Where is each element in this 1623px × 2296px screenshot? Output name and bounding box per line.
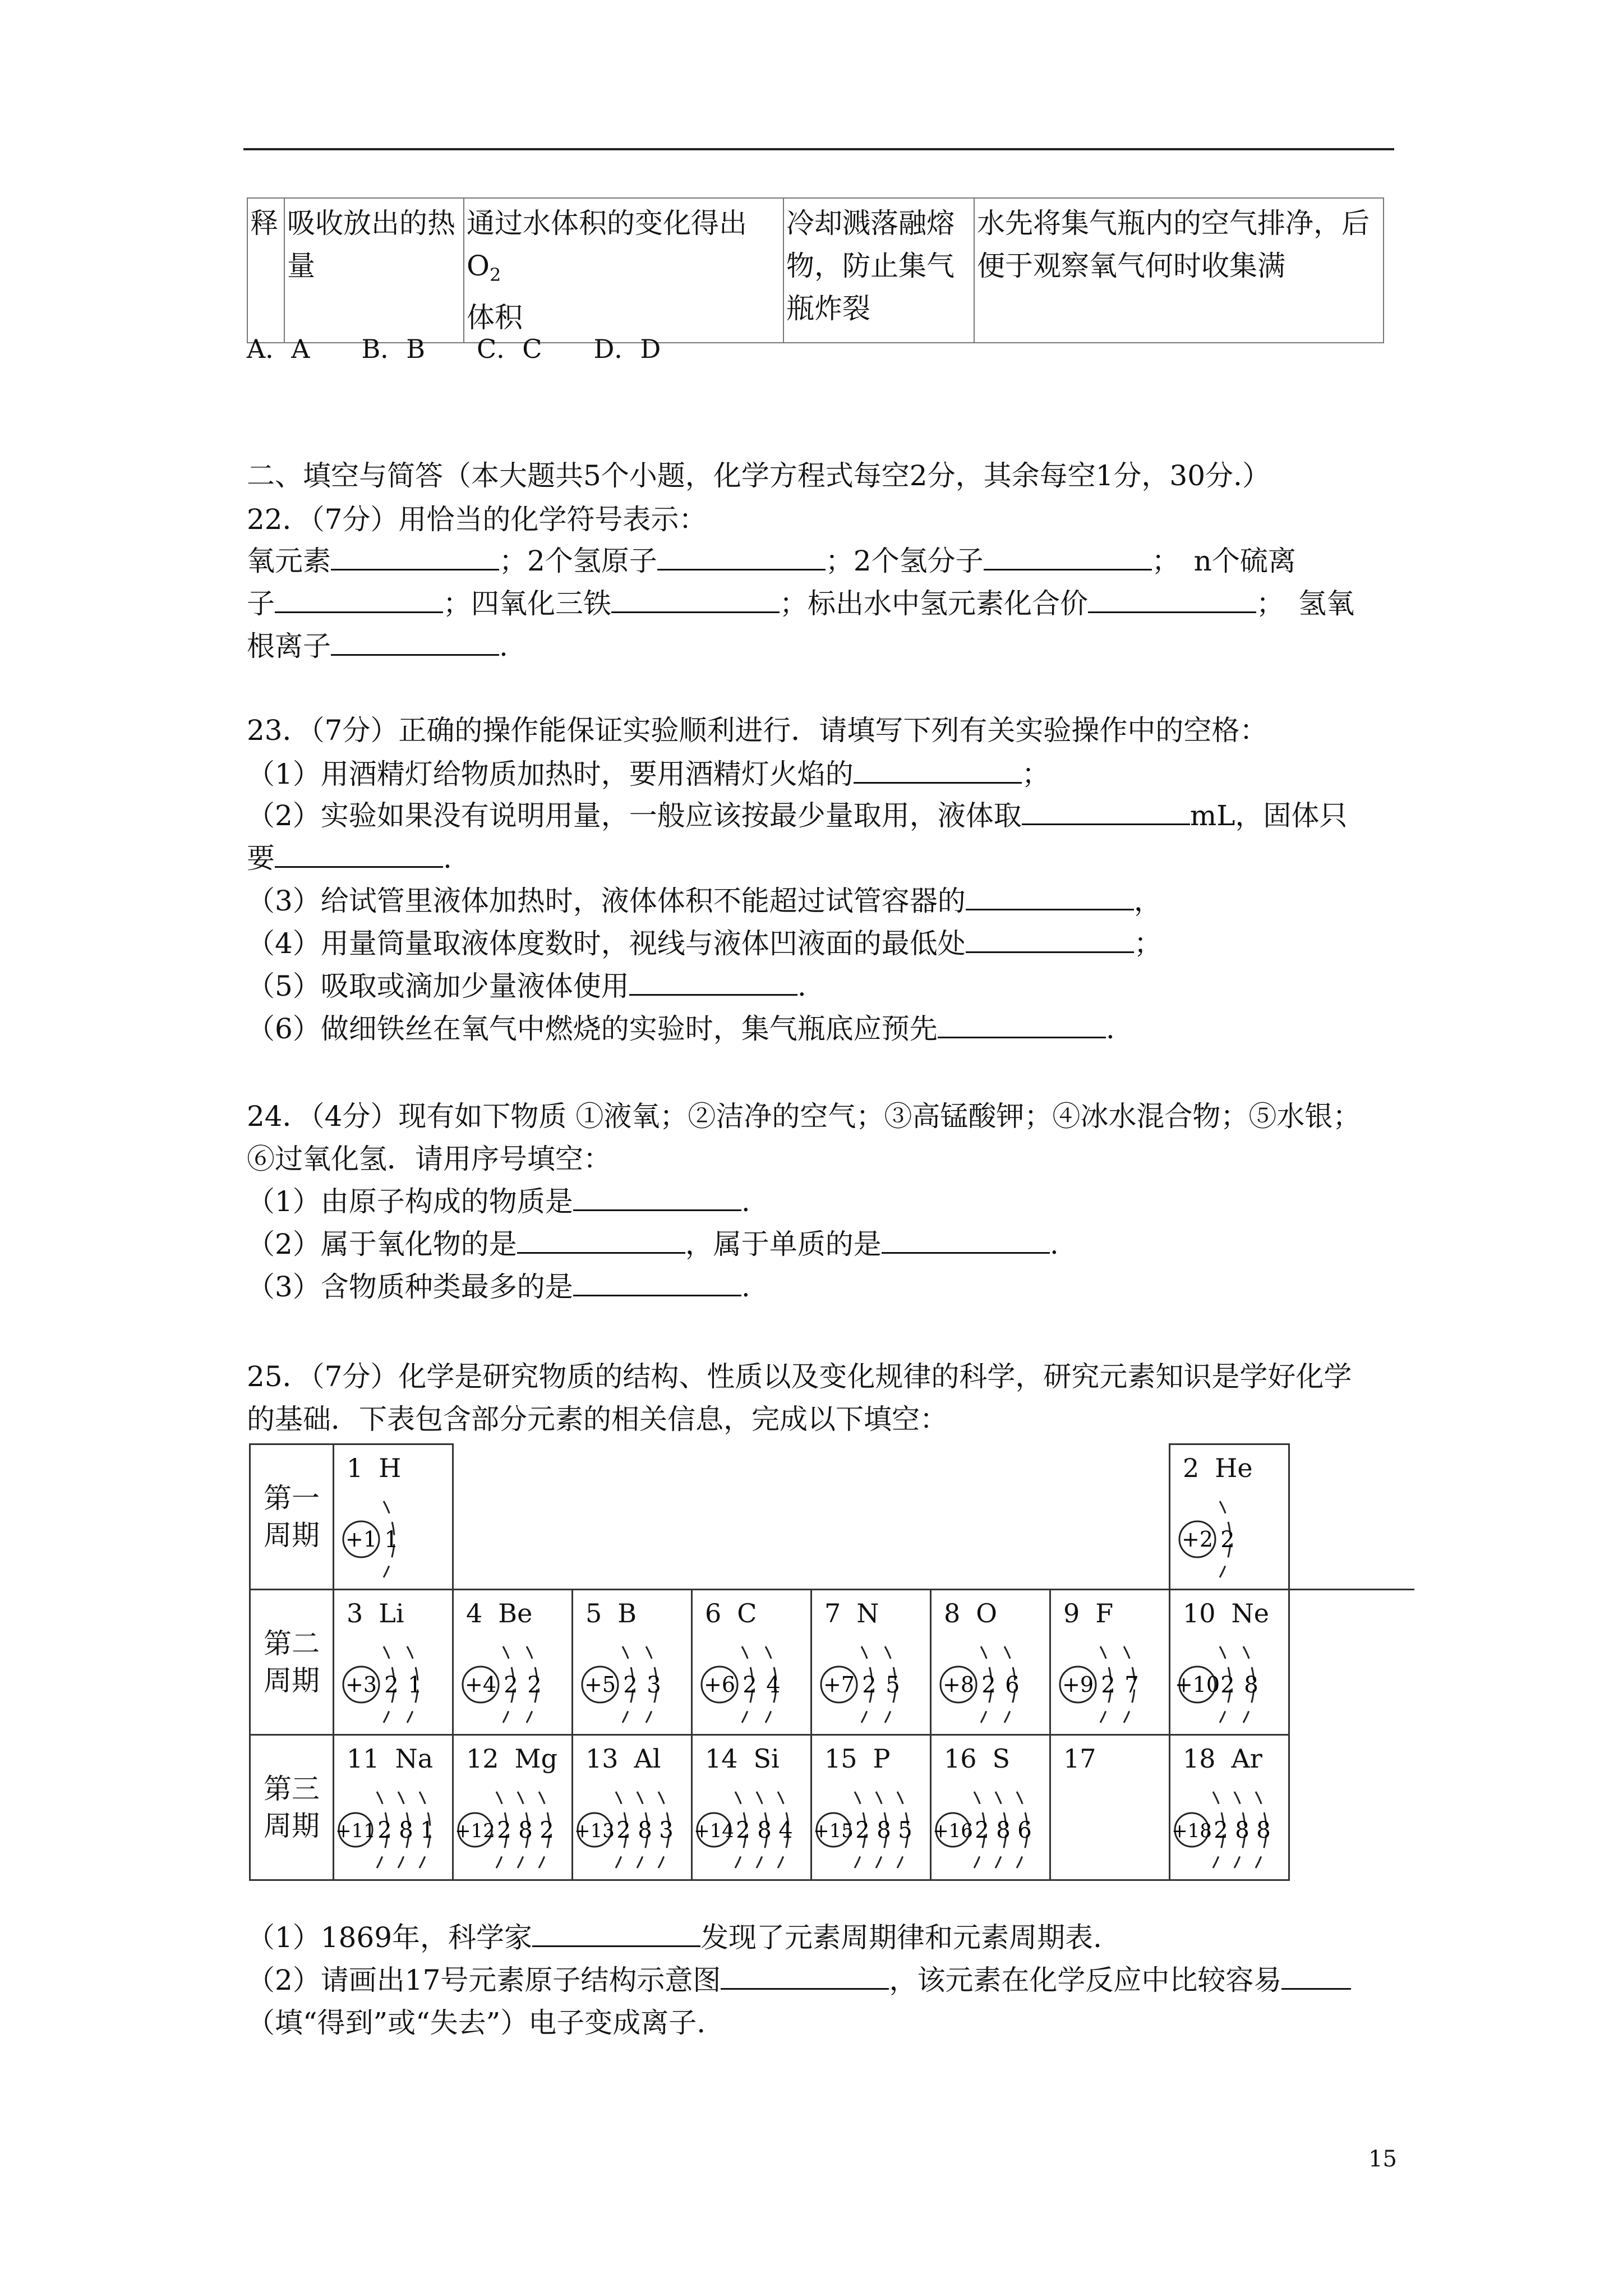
atomic-number: 9	[1063, 1598, 1080, 1628]
element-cell-Li	[333, 1589, 454, 1736]
element-symbol: Ne	[1231, 1598, 1270, 1628]
atomic-structure-diagram	[573, 1590, 691, 1731]
atomic-structure-diagram	[1170, 1590, 1288, 1731]
q24-part3	[247, 1270, 750, 1304]
element-symbol: He	[1215, 1453, 1253, 1483]
nuclear-charge: +1	[345, 1527, 377, 1552]
text: （2）属于氧化物的是	[247, 1228, 517, 1260]
atomic-structure-diagram	[454, 1590, 571, 1731]
q24-title: 24．（4分）现有如下物质 ①液氧；②洁净的空气；③高锰酸钾；④冰水混合物；⑤水银；	[247, 1100, 1361, 1133]
text: ；2个氢分子	[825, 545, 984, 577]
atomic-number: 17	[1063, 1743, 1096, 1774]
shell-electron-count: 2	[504, 1672, 518, 1698]
period-label-1	[249, 1443, 334, 1590]
text: 子	[247, 587, 275, 620]
q25-title-cont: 的基础．下表包含部分元素的相关信息，完成以下填空：	[247, 1403, 948, 1435]
period-text: 第一周期	[264, 1482, 320, 1552]
atomic-number: 2	[1183, 1453, 1200, 1483]
shell-electron-count: 8	[877, 1818, 891, 1843]
text: mL，固体只	[1189, 799, 1348, 832]
shell-electron-count: 8	[996, 1818, 1011, 1843]
atomic-structure-diagram	[693, 1736, 810, 1876]
answer-blank[interactable]	[611, 587, 780, 613]
element-header	[1063, 1743, 1096, 1774]
element-symbol: F	[1095, 1598, 1114, 1628]
text: .	[741, 1271, 750, 1303]
nuclear-charge: +18	[1172, 1820, 1212, 1842]
element-cell-S	[930, 1734, 1051, 1881]
shell-electron-count: 8	[399, 1818, 413, 1843]
q23-title: 23．（7分）正确的操作能保证实验顺利进行．请填写下列有关实验操作中的空格：	[247, 714, 1268, 747]
text: .	[1105, 1013, 1115, 1045]
element-symbol: P	[873, 1743, 891, 1774]
element-cell-H	[333, 1443, 454, 1590]
element-symbol: Mg	[514, 1743, 558, 1774]
text: （5）吸取或滴加少量液体使用	[247, 970, 629, 1002]
atomic-structure-diagram	[693, 1590, 810, 1731]
q25-part2	[247, 1963, 1351, 1997]
cell-text: 体积	[467, 301, 523, 334]
element-cell-B	[571, 1589, 693, 1736]
text: （4）用量筒量取液体度数时，视线与液体凹液面的最低处	[247, 927, 966, 960]
atomic-structure-diagram	[812, 1590, 930, 1731]
q23-part4	[247, 927, 1162, 960]
answer-blank[interactable]	[573, 1185, 741, 1211]
shell-electron-count: 3	[659, 1818, 674, 1843]
answer-blank[interactable]	[1022, 799, 1190, 825]
element-symbol: Na	[395, 1743, 434, 1774]
period-label-2	[249, 1589, 334, 1736]
shell-electron-count: 1	[384, 1527, 399, 1553]
table-cell: 吸收放出的热量	[284, 198, 464, 343]
atomic-number: 13	[585, 1743, 619, 1774]
section-heading: 二、填空与简答（本大题共5个小题，化学方程式每空2分，其余每空1分，30分.）	[247, 459, 1270, 492]
table-cell	[464, 198, 783, 343]
atomic-structure-diagram	[573, 1736, 691, 1876]
answer-blank[interactable]	[532, 1921, 700, 1947]
nuclear-charge: +16	[933, 1820, 973, 1842]
q25-title: 25．（7分）化学是研究物质的结构、性质以及变化规律的科学，研究元素知识是学好化学	[247, 1360, 1352, 1393]
q23-part2-cont	[247, 841, 452, 875]
q23-part6	[247, 1012, 1115, 1046]
atomic-number: 3	[347, 1598, 363, 1628]
nuclear-charge: +7	[823, 1672, 855, 1697]
answer-blank[interactable]	[331, 629, 499, 656]
q24-part2	[247, 1227, 1059, 1261]
element-cell-P	[810, 1734, 932, 1881]
shell-electron-count: 1	[408, 1672, 422, 1698]
text: （6）做细铁丝在氧气中燃烧的实验时，集气瓶底应预先	[247, 1013, 938, 1045]
element-symbol: S	[992, 1743, 1011, 1774]
atomic-number: 5	[585, 1598, 602, 1628]
shell-electron-count: 2	[855, 1818, 870, 1843]
atomic-structure-diagram	[1170, 1445, 1288, 1585]
nuclear-charge: +11	[335, 1820, 376, 1842]
shell-electron-count: 2	[981, 1672, 996, 1698]
text: .	[797, 970, 806, 1002]
element-symbol: H	[379, 1453, 402, 1483]
shell-electron-count: 2	[862, 1672, 877, 1698]
answer-blank[interactable]	[854, 757, 1022, 784]
q22-line1	[247, 544, 1296, 578]
element-symbol: N	[856, 1598, 879, 1628]
element-cell-Mg	[452, 1734, 573, 1881]
q22-line3	[247, 629, 508, 663]
text: （1）1869年，科学家	[247, 1921, 533, 1954]
element-symbol: Ar	[1231, 1743, 1262, 1774]
answer-blank[interactable]	[275, 841, 443, 868]
nuclear-charge: +8	[942, 1672, 975, 1697]
element-cell-Ne	[1169, 1589, 1290, 1736]
shell-electron-count: 1	[420, 1818, 435, 1843]
answer-choices: A．A B．B C．C D．D	[247, 334, 661, 364]
shell-electron-count: 5	[898, 1818, 912, 1843]
nuclear-charge: +14	[694, 1820, 734, 1842]
atomic-number: 6	[705, 1598, 722, 1628]
atomic-number: 11	[347, 1743, 380, 1774]
element-cell-Na	[333, 1734, 454, 1881]
text: .	[1049, 1228, 1059, 1260]
shell-electron-count: 6	[1017, 1818, 1032, 1843]
atomic-structure-diagram	[932, 1736, 1049, 1876]
q23-part2	[247, 799, 1347, 832]
shell-electron-count: 2	[736, 1818, 750, 1843]
answer-blank[interactable]	[966, 884, 1134, 910]
q23-part3	[247, 884, 1162, 918]
answer-blank[interactable]	[275, 587, 443, 613]
table-cell: 冷却溅落融熔物，防止集气瓶炸裂	[783, 198, 974, 343]
atomic-number: 8	[944, 1598, 961, 1628]
element-cell-Al	[571, 1734, 693, 1881]
atomic-number: 12	[466, 1743, 499, 1774]
q25-part1	[247, 1921, 1102, 1954]
atomic-number: 14	[705, 1743, 738, 1774]
element-symbol: Li	[379, 1598, 404, 1628]
shell-electron-count: 2	[743, 1672, 757, 1698]
text: 氧元素	[247, 545, 331, 577]
element-cell-O	[930, 1589, 1051, 1736]
q22-title: 22．（7分）用恰当的化学符号表示：	[247, 503, 707, 536]
text: （3）给试管里液体加热时，液体体积不能超过试管容器的	[247, 885, 966, 917]
subscript: 2	[490, 264, 501, 286]
shell-electron-count: 8	[1235, 1818, 1249, 1843]
text: （1）由原子构成的物质是	[247, 1185, 573, 1218]
text: ； 氢氧	[1256, 587, 1354, 620]
text: .	[741, 1185, 750, 1218]
atomic-number: 7	[824, 1598, 841, 1628]
shell-electron-count: 2	[527, 1672, 542, 1698]
shell-electron-count: 4	[778, 1818, 793, 1843]
text: ； n个硫离	[1151, 545, 1296, 577]
answer-blank[interactable]	[331, 544, 499, 570]
nuclear-charge: +3	[345, 1672, 377, 1697]
shell-electron-count: 7	[1124, 1672, 1139, 1698]
element-cell-Ar	[1169, 1734, 1290, 1881]
nuclear-charge: +15	[813, 1820, 854, 1842]
answer-blank[interactable]	[721, 1963, 889, 1990]
element-symbol: B	[617, 1598, 637, 1628]
element-symbol: C	[737, 1598, 757, 1628]
text: ；	[1021, 758, 1050, 790]
nuclear-charge: +9	[1062, 1672, 1094, 1697]
shell-electron-count: 2	[384, 1672, 399, 1698]
atomic-number: 18	[1183, 1743, 1216, 1774]
atomic-structure-diagram	[334, 1445, 452, 1585]
answer-blank[interactable]	[1281, 1963, 1351, 1990]
q24-part1	[247, 1185, 750, 1218]
element-cell-Si	[691, 1734, 812, 1881]
text: ，该元素在化学反应中比较容易	[889, 1964, 1282, 1996]
q23-part5	[247, 969, 806, 1003]
text: ；四氧化三铁	[443, 587, 611, 620]
shell-electron-count: 5	[886, 1672, 900, 1698]
cell-text: 通过水体积的变化得出O	[467, 207, 747, 282]
shell-electron-count: 2	[540, 1818, 554, 1843]
period-label-3	[249, 1734, 334, 1881]
text: ；	[1133, 927, 1162, 960]
shell-electron-count: 2	[377, 1818, 392, 1843]
shell-electron-count: 2	[1220, 1672, 1235, 1698]
answer-blank[interactable]	[517, 1227, 685, 1254]
answer-blank[interactable]	[882, 1227, 1050, 1254]
answer-blank[interactable]	[657, 544, 826, 570]
text: （2）实验如果没有说明用量，一般应该按最少量取用，液体取	[247, 799, 1022, 832]
atomic-structure-diagram	[812, 1736, 930, 1876]
shell-electron-count: 8	[518, 1818, 533, 1843]
table-cell: 水先将集气瓶内的空气排净，后便于观察氧气何时收集满	[974, 198, 1384, 343]
nuclear-charge: +6	[703, 1672, 736, 1697]
element-symbol: O	[976, 1598, 997, 1628]
answer-blank[interactable]	[1088, 587, 1256, 613]
element-symbol: Si	[753, 1743, 780, 1774]
atomic-structure-diagram	[1051, 1590, 1169, 1731]
atomic-structure-diagram	[454, 1736, 571, 1876]
shell-electron-count: 8	[757, 1818, 772, 1843]
shell-electron-count: 2	[497, 1818, 511, 1843]
text: 根离子	[247, 630, 331, 662]
element-cell-C	[691, 1589, 812, 1736]
atomic-structure-diagram	[334, 1590, 452, 1731]
answer-blank[interactable]	[573, 1270, 741, 1296]
nuclear-charge: +4	[464, 1672, 497, 1697]
q22-line2	[247, 587, 1354, 620]
answer-blank[interactable]	[966, 927, 1134, 953]
nuclear-charge: +13	[574, 1820, 615, 1842]
shell-electron-count: 8	[638, 1818, 652, 1843]
atomic-structure-diagram	[334, 1736, 452, 1876]
element-cell-He	[1169, 1443, 1290, 1590]
q25-part2-cont: （填“得到”或“失去”）电子变成离子.	[247, 2007, 706, 2039]
atomic-number: 16	[944, 1743, 977, 1774]
shell-electron-count: 2	[1220, 1527, 1235, 1553]
table-row	[247, 198, 1384, 343]
element-cell-Cl	[1049, 1734, 1170, 1881]
element-symbol: Be	[498, 1598, 533, 1628]
atomic-structure-diagram	[1170, 1736, 1288, 1876]
nuclear-charge: +10	[1174, 1672, 1220, 1697]
shell-electron-count: 2	[616, 1818, 631, 1843]
shell-electron-count: 6	[1005, 1672, 1020, 1698]
shell-electron-count: 2	[1214, 1818, 1228, 1843]
element-cell-N	[810, 1589, 932, 1736]
text: .	[499, 630, 508, 662]
text: （2）请画出17号元素原子结构示意图	[247, 1964, 721, 1996]
text: ；标出水中氢元素化合价	[780, 587, 1088, 620]
atomic-number: 15	[824, 1743, 857, 1774]
text: 要	[247, 842, 275, 875]
period-text: 第二周期	[264, 1627, 320, 1697]
nuclear-charge: +12	[455, 1820, 495, 1842]
answer-blank[interactable]	[938, 1012, 1106, 1038]
header-rule	[243, 148, 1394, 150]
shell-electron-count: 8	[1256, 1818, 1271, 1843]
shell-electron-count: 8	[1244, 1672, 1258, 1698]
shell-electron-count: 3	[647, 1672, 661, 1698]
q23-part1	[247, 757, 1050, 791]
element-cell-F	[1049, 1589, 1170, 1736]
shell-electron-count: 2	[1101, 1672, 1115, 1698]
shell-electron-count: 2	[975, 1818, 989, 1843]
atomic-number: 4	[466, 1598, 483, 1628]
atomic-number: 10	[1183, 1598, 1216, 1628]
q24-title-cont: ⑥过氧化氢．请用序号填空：	[247, 1143, 611, 1175]
experiment-table-fragment	[247, 197, 1384, 343]
text: 发现了元素周期律和元素周期表.	[700, 1921, 1102, 1954]
text: （1）用酒精灯给物质加热时，要用酒精灯火焰的	[247, 758, 854, 790]
page-number: 15	[1368, 2146, 1397, 2172]
table-cell: 释	[247, 198, 284, 343]
element-cell-Be	[452, 1589, 573, 1736]
answer-blank[interactable]	[629, 969, 797, 996]
text: ；2个氢原子	[499, 545, 657, 577]
period-text: 第三周期	[264, 1773, 320, 1842]
nuclear-charge: +2	[1181, 1527, 1214, 1552]
shell-electron-count: 4	[766, 1672, 781, 1698]
atomic-structure-diagram	[932, 1590, 1049, 1731]
element-symbol: Al	[634, 1743, 661, 1774]
text: （3）含物质种类最多的是	[247, 1271, 573, 1303]
nuclear-charge: +5	[584, 1672, 616, 1697]
text: ，属于单质的是	[685, 1228, 882, 1260]
text: ，	[1133, 885, 1162, 917]
atomic-number: 1	[347, 1453, 363, 1483]
answer-blank[interactable]	[984, 544, 1152, 570]
shell-electron-count: 2	[623, 1672, 638, 1698]
text: .	[443, 842, 452, 875]
